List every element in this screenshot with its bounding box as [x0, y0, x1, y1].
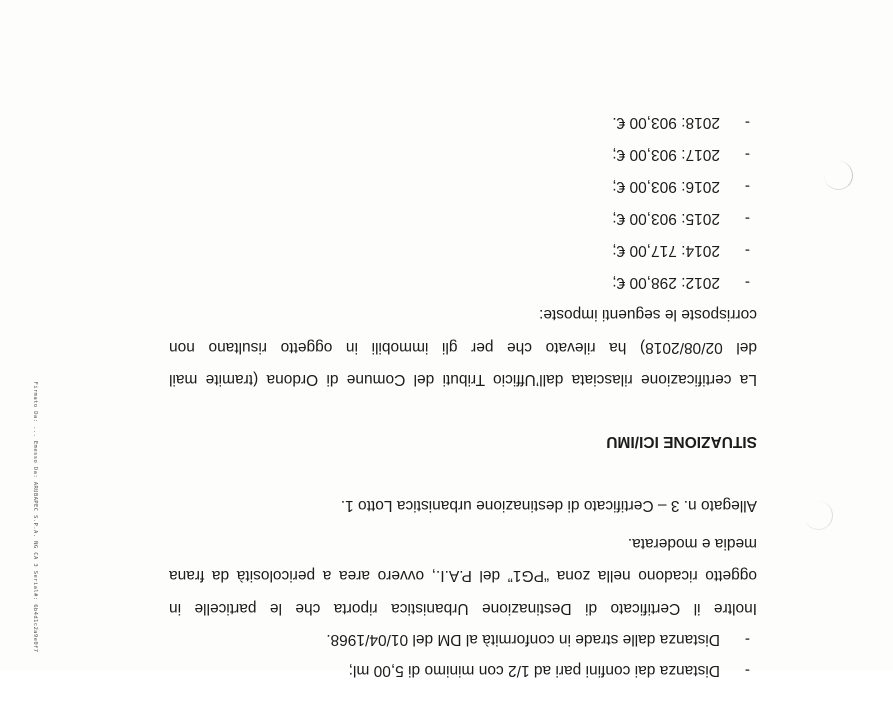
bullet-dash: - — [744, 178, 750, 195]
para-inoltre-line-3: media e moderata. — [627, 535, 757, 552]
para-inoltre-line-1: Inoltre il Certificato di Destinazione Urbanistica riporta che le particelle in — [169, 600, 757, 617]
bullet-dash: - — [744, 210, 750, 227]
allegato-line: Allegato n. 3 – Certificato di destinazione urbanistica Lotto 1. — [340, 497, 757, 514]
para-certificazione-line-1: La certificazione rilasciata dall’Ufficio Tributi del Comune di Ordona (tramite mail — [169, 371, 757, 388]
bullet-dash: - — [744, 146, 750, 163]
para-inoltre-line-2: oggetto ricadono nella zona “PG1” del P.A.I., ovvero area a pericolosità da frana — [169, 567, 757, 584]
digital-signature-stamp: Firmato Da: ... Emesso Da: ARUBAPEC S.P.A. NG CA 3 Serial#: 6b4d1c2a9e0f7 — [32, 381, 38, 653]
para-certificazione-line-3: corrisposte le seguenti imposte: — [539, 306, 757, 323]
punch-hole-mark — [824, 161, 853, 190]
bullet-dash: - — [744, 114, 750, 131]
bullet-dash: - — [744, 662, 750, 679]
scanned-page-rotated: - Distanza dai confini pari ad 1/2 con minimo di 5,00 ml; - Distanza dalle strade in conformità al DM del 01/04/1968. Inoltre il Certificato di Destinazione Urbanistica riporta che le particelle in oggetto ricadono nella zona “PG1” del P.A.I., ovvero area a pericolosità da frana media e moderata. Allegato n. 3 – Certificato di destinazione urbanistica Lotto 1. SITUAZIONE ICI/IMU La certificazione rilasciata dall’Ufficio Tributi del Comune di Ordona (tramite mail del 02/08/2018) ha rilevato che per gli immobili in oggetto risultano non corrisposte le seguenti imposte: - 2012: 298,00 €; - 2014: 717,00 €; - 2015: 903,00 €; - 2016: 903,00 €; - 2017: 903,00 €; - 2018: 903,00 €. Firmato Da: ... Emesso Da: ARUBAPEC S.P.A. NG CA 3 Serial#: 6b4d1c2a9e0f7 — [0, 0, 893, 670]
cut-top-text: Distanza dai confini pari ad 1/2 con minimo di 5,00 ml; — [348, 662, 720, 679]
punch-hole-mark — [804, 501, 833, 530]
bullet-dash: - — [744, 242, 750, 259]
para-certificazione-line-2: del 02/08/2018) ha rilevato che per gli immobili in oggetto risultano non — [169, 339, 757, 356]
bullet-dash: - — [744, 274, 750, 291]
section-heading: SITUAZIONE ICI/IMU — [606, 433, 757, 450]
bullet-dash: - — [744, 631, 750, 648]
bullet-text: Distanza dalle strade in conformità al DM del 01/04/1968. — [326, 631, 720, 648]
